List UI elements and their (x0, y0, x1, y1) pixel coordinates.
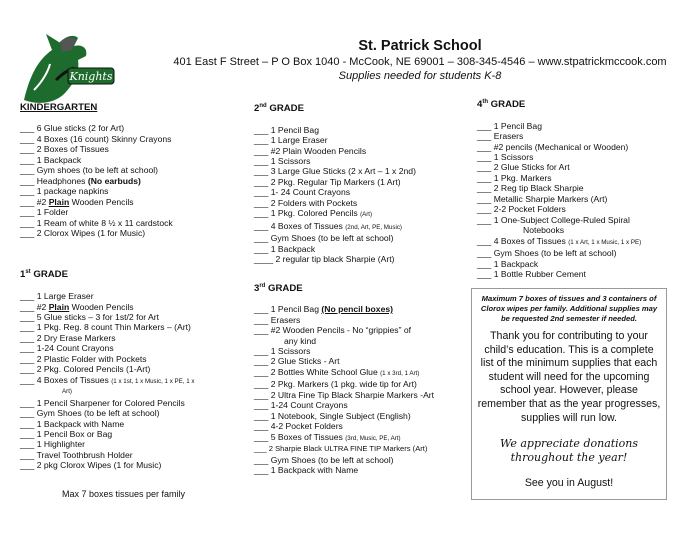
supplies-subtitle: Supplies needed for students K-8 (338, 70, 502, 82)
list-item: ___ 1- 24 Count Crayons (254, 187, 351, 198)
list-item: ___ 2 Glue Sticks for Art (477, 162, 570, 173)
list-item: ___ 2 Sharpie Black ULTRA FINE TIP Markers (Art) (254, 444, 428, 454)
grade4-title: 4th GRADE (477, 99, 526, 111)
list-item: ___ 1 Scissors (254, 345, 311, 356)
list-item: ___ 2 Ultra Fine Tip Black Sharpie Markers -Art (254, 389, 435, 400)
list-item: ___ 1 Pkg. Reg. 8 count Thin Markers – (Art) (20, 322, 191, 333)
list-item: ___ 2-2 Pocket Folders (477, 204, 566, 215)
list-item-continued: Notebooks (523, 225, 565, 236)
grade4-column (477, 97, 641, 279)
list-item: ___ Gym Shoes (to be left at school) (254, 233, 394, 244)
notice-box (471, 288, 667, 500)
plain-emphasis: Plain (48, 196, 70, 207)
list-item: ___ Erasers (477, 131, 524, 142)
list-item: ___ 1-24 Count Crayons (254, 400, 348, 411)
list-item: ___ 3 Large Glue Sticks (2 x Art – 1 x 2nd) (254, 166, 416, 177)
list-item: ___ 1 Pkg. Markers (477, 172, 552, 183)
list-item: ___ Gym shoes (to be left at school) (20, 165, 159, 176)
school-logo (16, 20, 126, 110)
list-item: ___ Headphones (No earbuds) (20, 175, 141, 186)
list-item: ___ 4 Boxes (16 count) Skinny Crayons (20, 133, 172, 144)
list-item: ___ 1 Pencil Bag (254, 124, 319, 135)
list-item: ___ 2 Folders with Pockets (254, 197, 358, 208)
list-item: ___ 1 Scissors (254, 156, 311, 166)
list-item: ___ 2 Pkg. Colored Pencils (1-Art) (20, 364, 151, 375)
thank-you-text: Thank you for contributing to your child’s education. This is a complete list of the minimum supplies that each student will need for the upcoming school year. However, please remember that as the year progresses, supplies will run low. (477, 330, 661, 424)
school-name: St. Patrick School (358, 38, 482, 54)
tissue-limit-note: Maximum 7 boxes of tissues and 3 containers of Clorox wipes per family. Additional supplies may be requested 2nd semester if needed. (480, 294, 658, 323)
plain-emphasis: Plain (48, 301, 70, 312)
logo-text: Knights (69, 70, 113, 83)
list-item: ___ 2 Clorox Wipes (1 for Music) (20, 227, 146, 238)
list-item: ___ 4 Boxes of Tissues (1 x Art, 1 x Music, 1 x PE) (477, 235, 642, 246)
list-item: ___ #2 Plain Wooden Pencils (20, 196, 134, 207)
list-item: ___ 2 Pkg. Regular Tip Markers (1 Art) (254, 176, 401, 187)
list-item: ___ 1 Backpack (477, 258, 539, 269)
no-pencil-boxes-note: (No pencil boxes) (321, 304, 393, 315)
grade2-column (254, 101, 434, 475)
list-item: ___ 1 Folder (20, 207, 69, 218)
list-item: ___ 1 Pencil Bag (No pencil boxes) (254, 304, 393, 315)
kindergarten-column (20, 103, 194, 471)
list-item: ___ 1 Bottle Rubber Cement (477, 268, 586, 279)
list-item: ___ Gym Shoes (to be left at school) (477, 248, 617, 259)
school-header (140, 38, 700, 82)
list-item: ___ 2 Dry Erase Markers (20, 332, 116, 343)
list-item: ___ Erasers (254, 314, 301, 325)
list-item: ___ 1 Notebook, Single Subject (English) (254, 410, 411, 421)
grade2-title: 2nd GRADE (254, 103, 304, 115)
list-item: ___ 5 Glue sticks – 3 for 1st/2 for Art (20, 311, 159, 322)
list-item: ___ 4-2 Pocket Folders (254, 421, 343, 432)
list-item: ___ 1 Backpack with Name (254, 464, 359, 475)
max-tissues-note: Max 7 boxes tissues per family (62, 489, 186, 499)
list-item: ___ Gym Shoes (to be left at school) (20, 408, 160, 419)
list-item: ___ 2 Glue Sticks - Art (254, 356, 340, 367)
list-item: ___ 1 Backpack with Name (20, 418, 125, 429)
list-item: ___ 1 Pencil Box or Bag (20, 428, 113, 439)
grade1-title: 1st GRADE (20, 269, 68, 281)
list-item: ___ 1 Large Eraser (254, 135, 328, 146)
list-item: ___ 1 Large Eraser (20, 291, 94, 302)
list-item: ___ 4 Boxes of Tissues (2nd, Art, PE, Music) (254, 220, 402, 231)
list-item: ___ Travel Toothbrush Holder (20, 449, 133, 460)
list-item: ___ 2 Plastic Folder with Pockets (20, 353, 147, 364)
list-item: ___ #2 Plain Wooden Pencils (20, 301, 134, 312)
list-item: ___ 2 pkg Clorox Wipes (1 for Music) (20, 460, 162, 471)
list-item: ___ Gym Shoes (to be left at school) (254, 454, 394, 465)
list-item: ___ 1 package napkins (20, 186, 109, 197)
list-item: ___ 2 Boxes of Tissues (20, 144, 109, 155)
list-item: ___ #2 Wooden Pencils - No “grippies” of (254, 325, 411, 336)
school-address: 401 East F Street – P O Box 1040 - McCook, NE 69001 – 308-345-4546 – www.stpatrickmccook.com (173, 56, 667, 68)
list-item: ___ #2 Plain Wooden Pencils (254, 145, 367, 156)
list-item: ___ 1-24 Count Crayons (20, 343, 114, 354)
list-item: ___ 1 Backpack (20, 154, 82, 165)
donations-text: We appreciate donations throughout the year! (499, 437, 639, 465)
list-item: ____ 2 regular tip black Sharpie (Art) (254, 254, 395, 265)
kindergarten-title: KINDERGARTEN (20, 102, 98, 113)
list-item-continued: any kind (284, 335, 317, 346)
list-item: ___ 2 Reg tip Black Sharpie (477, 183, 584, 194)
list-item: ___ 1 Pkg. Colored Pencils (Art) (254, 208, 373, 219)
list-item: ___ 4 Boxes of Tissues (1 x 1st, 1 x Music, 1 x PE, 1 x (20, 374, 195, 385)
list-item: ___ Metallic Sharpie Markers (Art) (477, 193, 608, 204)
list-item-continued: Art) (62, 388, 72, 396)
list-item: ___ 2 Bottles White School Glue (1 x 3rd, 1 Art) (254, 366, 420, 377)
list-item: ___ 2 Pkg. Markers (1 pkg. wide tip for Art) (254, 379, 417, 390)
no-earbuds-note: (No earbuds) (87, 175, 141, 186)
grade3-title: 3rd GRADE (254, 282, 303, 294)
list-item: ___ 1 Pencil Bag (477, 120, 542, 131)
list-item: ___ 6 Glue sticks (2 for Art) (20, 123, 125, 134)
list-item: ___ 1 Pencil Sharpener for Colored Pencils (20, 397, 185, 408)
see-you-text: See you in August! (524, 477, 614, 490)
list-item: ___ #2 pencils (Mechanical or Wooden) (477, 141, 629, 152)
list-item: ___ 1 Backpack (254, 243, 316, 254)
list-item: ___ 5 Boxes of Tissues (3rd, Music, PE, Art) (254, 431, 401, 442)
list-item: ___ 1 Highlighter (20, 439, 85, 450)
list-item: ___ 1 One-Subject College-Ruled Spiral (477, 214, 630, 225)
list-item: ___ 1 Ream of white 8 ½ x 11 cardstock (20, 217, 173, 228)
list-item: ___ 1 Scissors (477, 152, 534, 162)
